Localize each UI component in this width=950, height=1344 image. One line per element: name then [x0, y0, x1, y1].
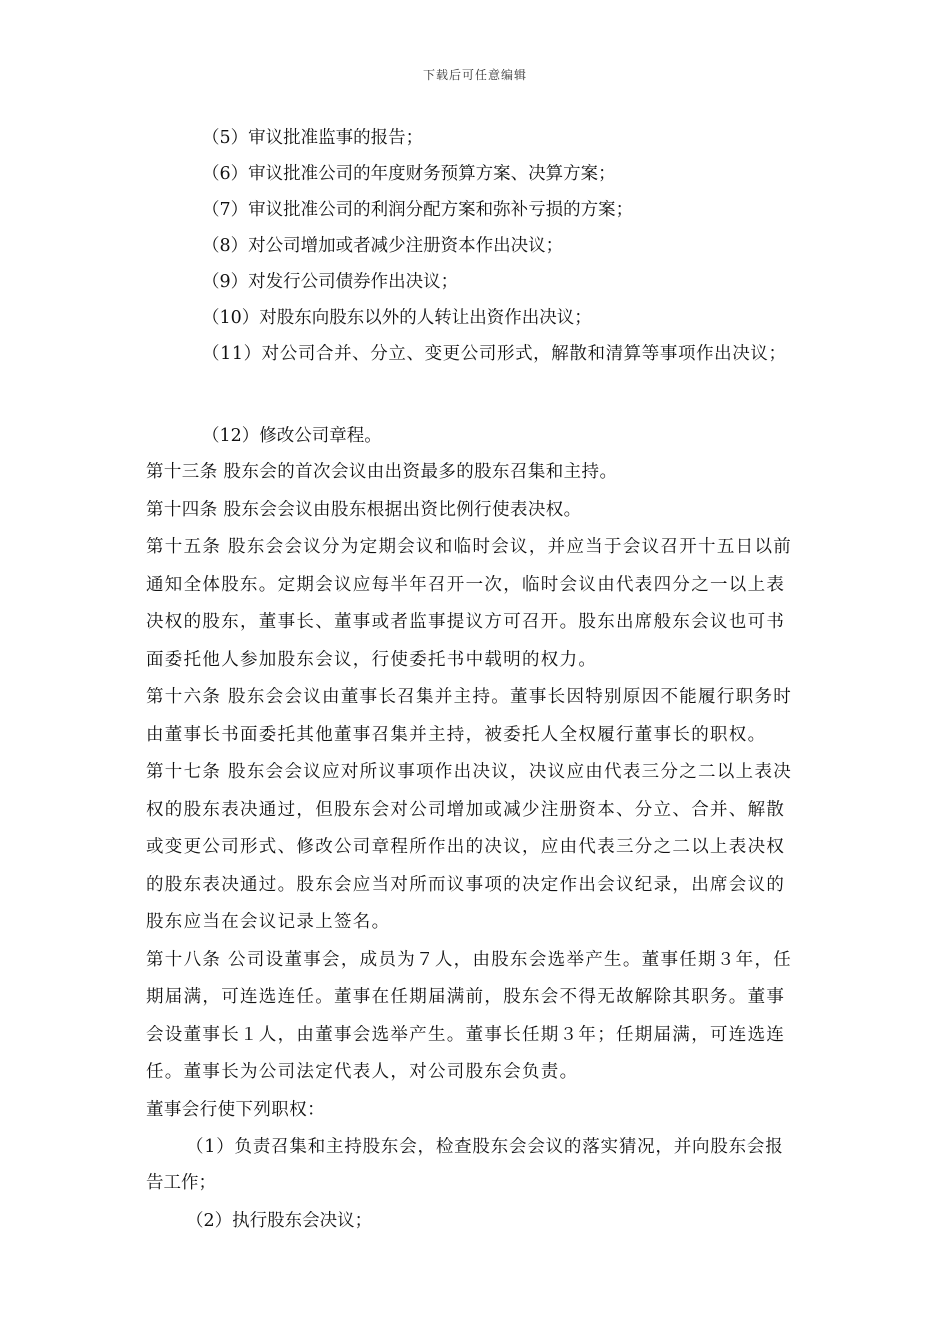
article-17 [146, 758, 812, 946]
board-power-item-continuation: 告工作； [146, 1173, 216, 1193]
list-item: （8）对公司增加或者减少注册资本作出决议； [202, 236, 564, 256]
article-line: 董事会行使下列职权： [146, 1099, 325, 1120]
article-line: 期届满，可连选连任。董事在任期届满前，股东会不得无故解除其职务。董事 [146, 987, 786, 1007]
article-line: 会设董事长１人，由董事会选举产生。董事长任期３年；任期届满，可连选连 [146, 1024, 786, 1045]
article-line: 第十五条 股东会会议分为定期会议和临时会议，并应当于会议召开十五日以前 [146, 537, 793, 557]
list-item: （5）审议批准监事的报告； [202, 128, 424, 148]
article-line: 决权的股东，董事长、董事或者监事提议方可召开。股东出席般东会议也可书 [146, 612, 786, 632]
list-item: （12）修改公司章程。 [202, 426, 382, 446]
board-power-item: （2）执行股东会决议； [186, 1210, 373, 1231]
list-item: （11）对公司合并、分立、变更公司形式，解散和清算等事项作出决议； [202, 344, 787, 364]
list-item: （9）对发行公司债券作出决议； [202, 272, 459, 292]
article-16 [146, 683, 812, 758]
article-line: 第十四条 股东会会议由股东根据出资比例行使表决权。 [146, 499, 582, 520]
article-13 [146, 458, 812, 496]
article-line: 股东应当在会议记录上签名。 [146, 912, 391, 932]
article-line: 或变更公司形式、修改公司章程所作出的决议，应由代表三分之二以上表决权 [146, 837, 786, 857]
article-line: 第十三条 股东会的首次会议由出资最多的股东召集和主持。 [146, 462, 618, 482]
article-line: 第十八条 公司设董事会，成员为７人，由股东会选举产生。董事任期３年，任 [146, 949, 793, 970]
article-line: 通知全体股东。定期会议应每半年召开一次，临时会议由代表四分之一以上表 [146, 574, 786, 595]
article-18 [146, 946, 812, 1096]
article-line: 权的股东表决通过，但股东会对公司增加或减少注册资本、分立、合并、解散 [146, 799, 786, 820]
list-item: （10）对股东向股东以外的人转让出资作出决议； [202, 308, 592, 328]
blank-line [146, 376, 812, 422]
article-line: 第十七条 股东会会议应对所议事项作出决议，决议应由代表三分之二以上表决 [146, 762, 793, 782]
article-line: 第十六条 股东会会议由董事长召集并主持。董事长因特别原因不能履行职务时 [146, 687, 793, 707]
page-header-note: 下载后可任意编辑 [422, 68, 527, 82]
article-line: 面委托他人参加股东会议，行使委托书中载明的权力。 [146, 649, 598, 670]
article-15 [146, 533, 812, 683]
article-line: 的股东表决通过。股东会应当对所而议事项的决定作出会议纪录，出席会议的 [146, 874, 786, 895]
article-14 [146, 496, 812, 534]
board-power-item: （1）负责召集和主持股东会，检查股东会会议的落实猜况，并向股东会报 [186, 1137, 784, 1157]
article-line: 任。董事长为公司法定代表人，对公司股东会负责。 [146, 1062, 579, 1082]
list-item: （7）审议批准公司的利润分配方案和弥补亏损的方案； [202, 200, 634, 220]
document-body [146, 124, 812, 1243]
list-item: （6）审议批准公司的年度财务预算方案、决算方案； [202, 164, 616, 184]
article-line: 由董事长书面委托其他董事召集并主持，被委托人全权履行董事长的职权。 [146, 724, 767, 745]
board-powers-intro [146, 1096, 812, 1134]
